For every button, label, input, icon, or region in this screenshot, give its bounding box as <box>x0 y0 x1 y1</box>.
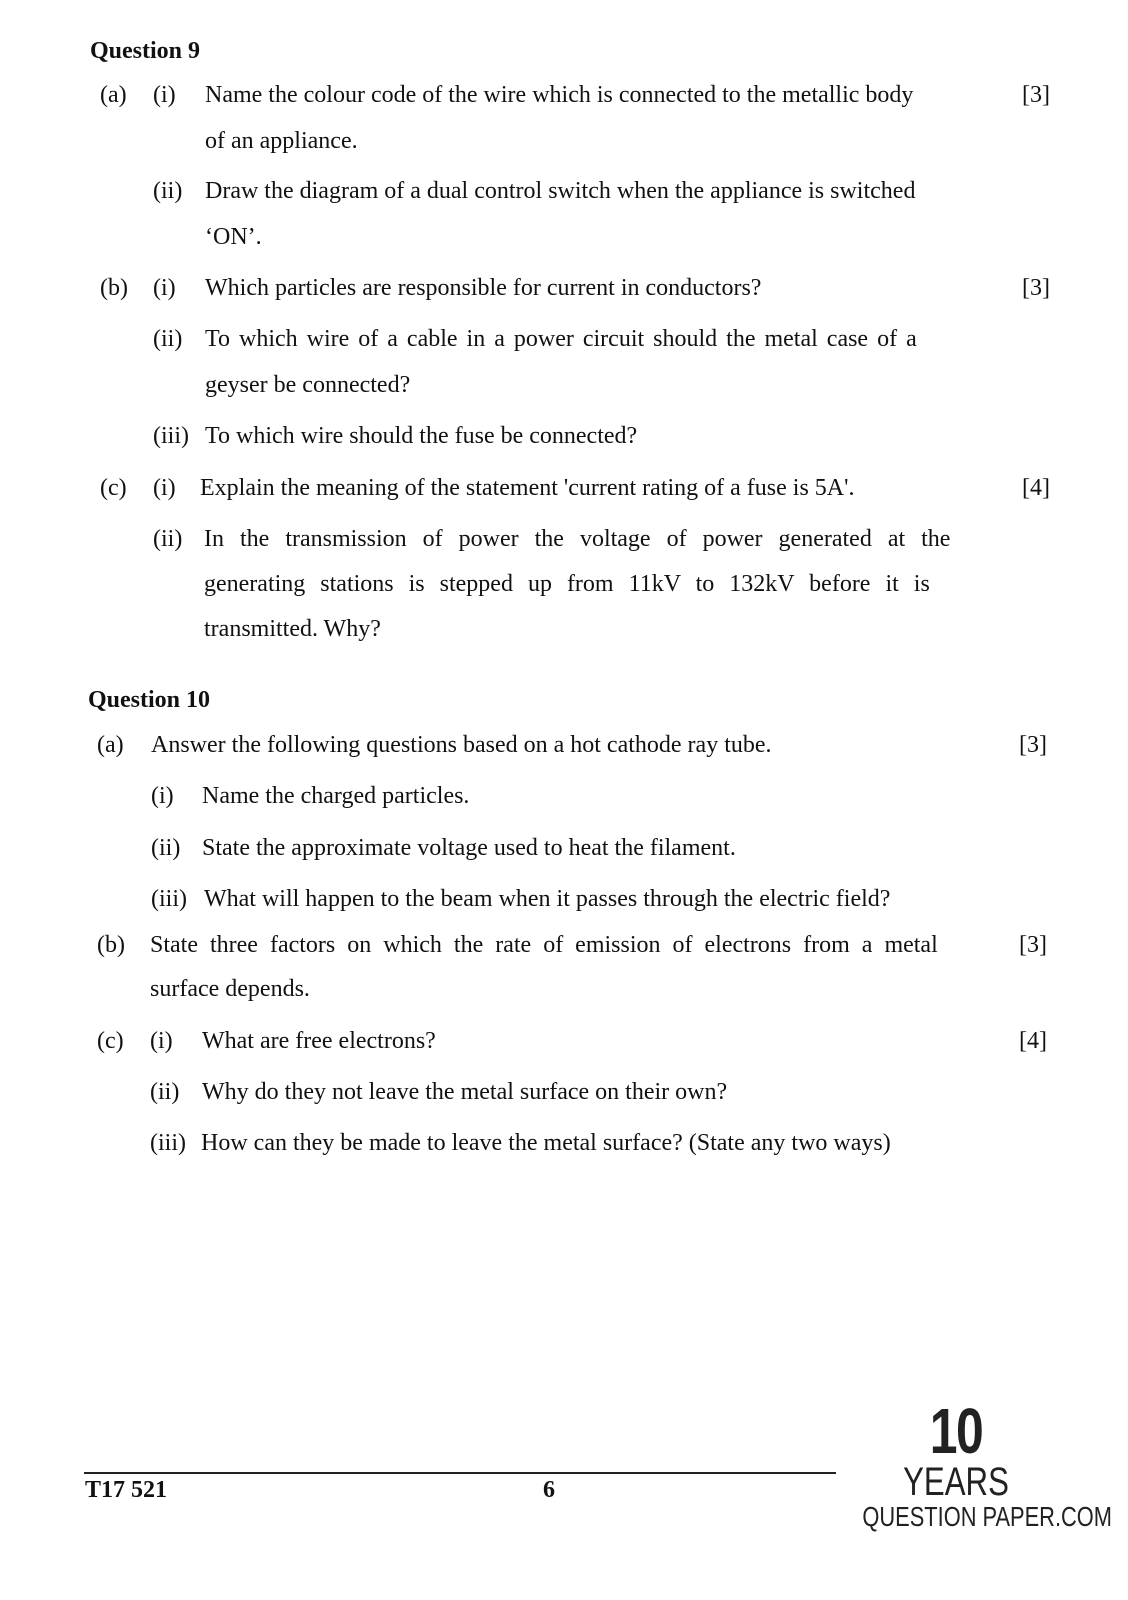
question-9-title: Question 9 <box>90 38 201 64</box>
q10-b-label: (b) <box>97 932 125 958</box>
q9-b-i-label: (i) <box>153 275 176 301</box>
q10-c-iii-label: (iii) <box>150 1130 186 1156</box>
q10-a-text: Answer the following questions based on a hot cathode ray tube. <box>151 732 772 758</box>
q10-a-iii-label: (iii) <box>151 886 187 912</box>
q9-c-ii-line3: transmitted. Why? <box>204 616 381 642</box>
q9-b-marks: [3] <box>1022 275 1050 301</box>
q9-b-label: (b) <box>100 275 128 301</box>
q10-c-ii-label: (ii) <box>150 1079 180 1105</box>
q9-c-ii-line2: generating stations is stepped up from 11kV to 132kV before it is <box>204 571 930 597</box>
q10-c-ii-text: Why do they not leave the metal surface on their own? <box>202 1079 728 1105</box>
q9-c-ii-line1: In the transmission of power the voltage of power generated at the <box>204 526 951 552</box>
q9-c-marks: [4] <box>1022 475 1050 501</box>
q9-a-ii-line1: Draw the diagram of a dual control switch when the appliance is switched <box>205 178 916 204</box>
q9-b-ii-line1: To which wire of a cable in a power circuit should the metal case of a <box>205 326 917 352</box>
paper-code: T17 521 <box>85 1477 168 1503</box>
q9-c-ii-label: (ii) <box>153 526 183 552</box>
q9-b-i-text: Which particles are responsible for current in conductors? <box>205 275 762 301</box>
q10-c-marks: [4] <box>1019 1028 1047 1054</box>
question-10-title: Question 10 <box>88 687 211 713</box>
q9-b-iii-label: (iii) <box>153 423 189 449</box>
q10-c-iii-text: How can they be made to leave the metal surface? (State any two ways) <box>201 1130 891 1156</box>
q10-a-ii-label: (ii) <box>151 835 181 861</box>
q9-c-label: (c) <box>100 475 127 501</box>
watermark-years: YEARS <box>903 1460 1009 1504</box>
q9-a-i-line2: of an appliance. <box>205 128 358 154</box>
q10-c-i-text: What are free electrons? <box>202 1028 436 1054</box>
watermark-number: 10 <box>929 1395 983 1467</box>
q10-b-line2: surface depends. <box>150 976 310 1002</box>
q10-a-i-text: Name the charged particles. <box>202 783 470 809</box>
q9-b-iii-text: To which wire should the fuse be connected? <box>205 423 638 449</box>
q9-c-i-label: (i) <box>153 475 176 501</box>
q9-a-i-line1: Name the colour code of the wire which is connected to the metallic body <box>205 82 914 108</box>
footer-rule <box>84 1472 836 1474</box>
watermark-site: QUESTION PAPER.COM <box>862 1501 1112 1532</box>
q10-a-marks: [3] <box>1019 732 1047 758</box>
q10-b-line1: State three factors on which the rate of emission of electrons from a metal <box>150 932 938 958</box>
q9-a-marks: [3] <box>1022 82 1050 108</box>
q10-a-ii-text: State the approximate voltage used to heat the filament. <box>202 835 736 861</box>
q10-b-marks: [3] <box>1019 932 1047 958</box>
q9-c-i-text: Explain the meaning of the statement 'current rating of a fuse is 5A'. <box>200 475 855 501</box>
q9-b-ii-line2: geyser be connected? <box>205 372 411 398</box>
q10-c-i-label: (i) <box>150 1028 173 1054</box>
q10-a-i-label: (i) <box>151 783 174 809</box>
q10-a-label: (a) <box>97 732 124 758</box>
q9-b-ii-label: (ii) <box>153 326 183 352</box>
q10-c-label: (c) <box>97 1028 124 1054</box>
q9-a-label: (a) <box>100 82 127 108</box>
q9-a-i-label: (i) <box>153 82 176 108</box>
q10-a-iii-text: What will happen to the beam when it passes through the electric field? <box>204 886 891 912</box>
page-number: 6 <box>543 1477 555 1503</box>
q9-a-ii-line2: ‘ON’. <box>205 224 262 250</box>
q9-a-ii-label: (ii) <box>153 178 183 204</box>
watermark-logo <box>836 1395 1112 1532</box>
